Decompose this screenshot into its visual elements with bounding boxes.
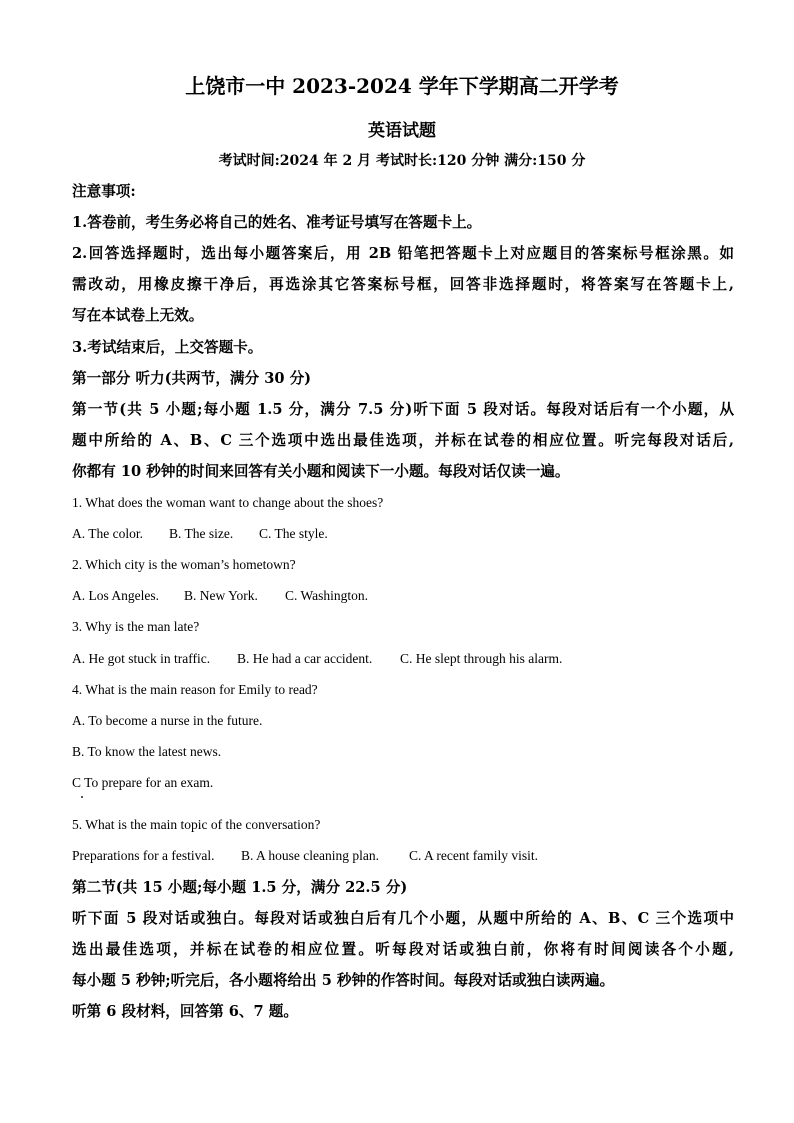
notice-item-1: 1.答卷前，考生务必将自己的姓名、准考证号填写在答题卡上。 (72, 214, 482, 231)
question-stem: 5. What is the main topic of the conversation? (72, 817, 321, 832)
part1-heading: 第一部分 听力(共两节，满分 30 分) (72, 370, 312, 387)
option-c: C. The style. (259, 526, 328, 541)
option-b: B. The size. (169, 526, 234, 541)
question-stem: 4. What is the main reason for Emily to read? (72, 682, 318, 697)
question-stem: 3. Why is the man late? (72, 619, 200, 634)
question-stem: 2. Which city is the woman’s hometown? (72, 557, 296, 572)
question-stem: 1. What does the woman want to change about the shoes? (72, 495, 384, 510)
option-a: A. Los Angeles. (72, 588, 159, 603)
option-a: A. He got stuck in traffic. (72, 651, 211, 666)
option-c: C To prepare for an exam. (72, 775, 214, 790)
option-a: A. The color. (72, 526, 143, 541)
option-c: C. Washington. (285, 588, 369, 603)
option-c: C. A recent family visit. (409, 848, 538, 863)
section2-material-instruction: 听第 6 段材料，回答第 6、7 题。 (72, 1003, 298, 1020)
option-a: Preparations for a festival. (72, 848, 215, 863)
option-b: B. A house cleaning plan. (241, 848, 379, 863)
section2-instruction-line-1: 听下面 5 段对话或独白。每段对话或独白后有几个小题，从题中所给的 A、B、C 三个选项中 (72, 910, 734, 927)
option-c: C. He slept through his alarm. (400, 651, 563, 666)
section2-instruction-line-2: 选出最佳选项，并标在试卷的相应位置。听每段对话或独白前，你将有时间阅读各个小题, (72, 941, 734, 958)
notice-item-3: 3.考试结束后，上交答题卡。 (72, 339, 263, 356)
notice-heading: 注意事项: (72, 183, 136, 200)
section2-heading: 第二节(共 15 小题;每小题 1.5 分，满分 22.5 分) (72, 879, 408, 896)
option-b: B. To know the latest news. (72, 744, 222, 759)
exam-title: 上饶市一中 2023-2024 学年下学期高二开学考 (185, 74, 619, 98)
section1-instruction-line-2: 题中所给的 A、B、C 三个选项中选出最佳选项，并标在试卷的相应位置。听完每段对话后, (72, 432, 734, 449)
exam-info: 考试时间:2024 年 2 月 考试时长:120 分钟 满分:150 分 (218, 153, 586, 169)
section2-instruction-line-3: 每小题 5 秒钟;听完后，各小题将给出 5 秒钟的作答时间。每段对话或独白读两遍。 (72, 972, 615, 989)
notice-item-2-line-2: 需改动，用橡皮擦干净后，再选涂其它答案标号框，回答非选择题时，将答案写在答题卡上, (72, 276, 734, 293)
option-b: B. He had a car accident. (237, 651, 373, 666)
option-a: A. To become a nurse in the future. (72, 713, 263, 728)
stray-mark (81, 796, 83, 798)
section1-instruction-line-1: 第一节(共 5 小题;每小题 1.5 分，满分 7.5 分)听下面 5 段对话。每段对话后有一个小题，从 (72, 401, 734, 418)
notice-item-2-line-3: 写在本试卷上无效。 (72, 307, 204, 324)
option-b: B. New York. (184, 588, 258, 603)
notice-item-2-line-1: 2.回答选择题时，选出每小题答案后，用 2B 铅笔把答题卡上对应题目的答案标号框涂黑。如 (72, 245, 734, 262)
section1-instruction-line-3: 你都有 10 秒钟的时间来回答有关小题和阅读下一小题。每段对话仅读一遍。 (72, 463, 570, 480)
exam-subject: 英语试题 (368, 121, 436, 141)
